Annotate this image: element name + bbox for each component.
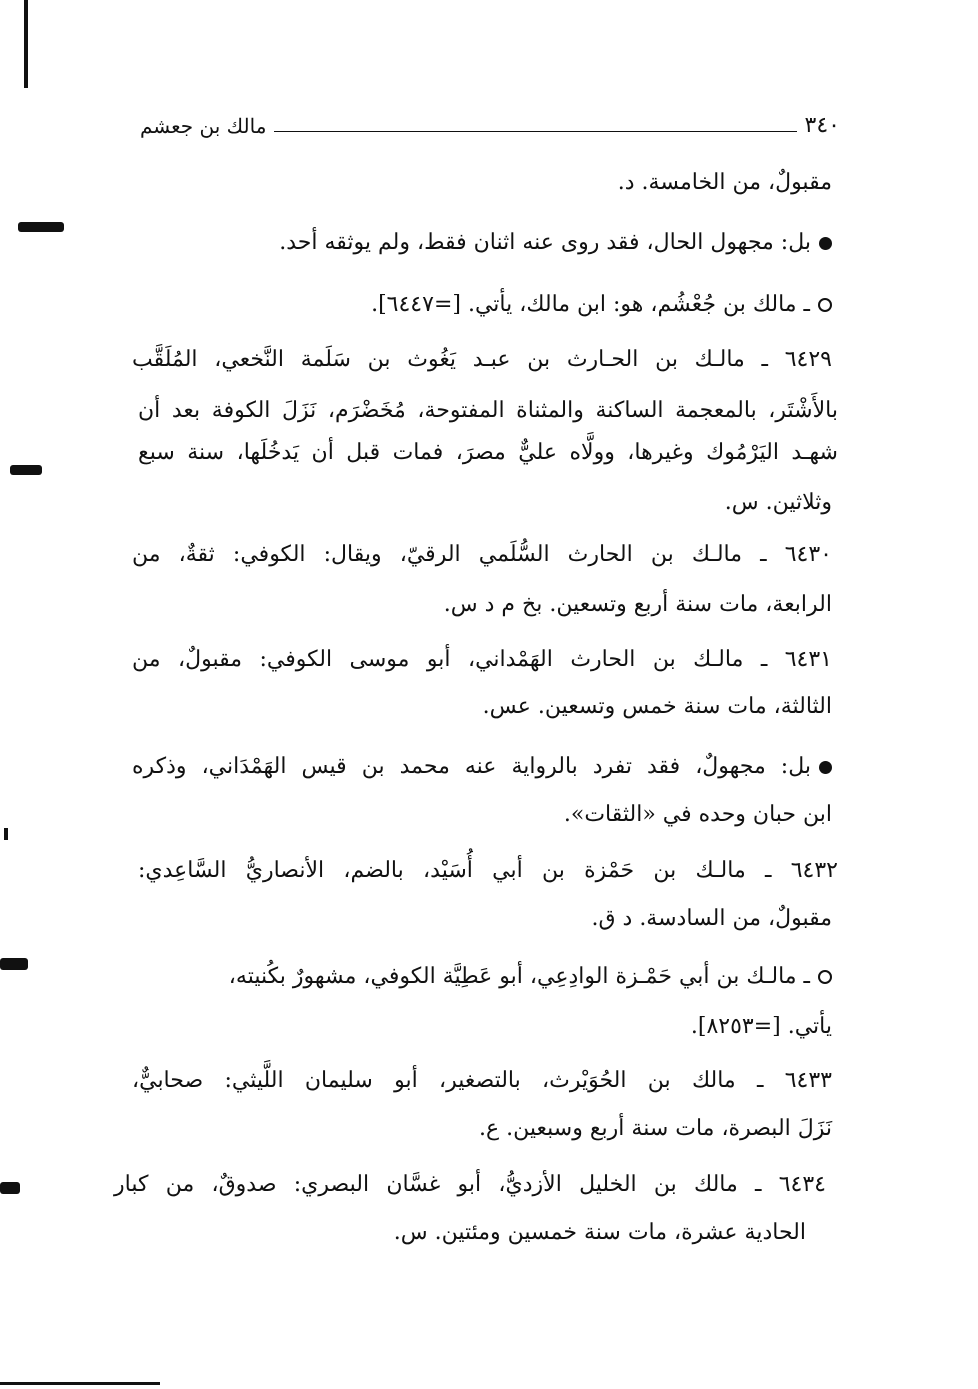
entry-line: نَزَلَ البصرة، مات سنة أربع وسبعين. ع. bbox=[479, 1116, 832, 1141]
entry-line: بالأَشْتَر، بالمعجمة الساكنة والمثناة المفتوحة، مُخَضْرَم، نَزَلَ الكوفة بعد أن bbox=[138, 398, 838, 423]
entry-line: ٦٤٣١ ـ مالـك بن الحارث الهَمْداني، أبو موسى الكوفي: مقبولٌ، من bbox=[132, 647, 832, 672]
comment-line bbox=[132, 752, 832, 784]
entry-line: وثلاثين. س. bbox=[724, 490, 832, 515]
running-header bbox=[140, 108, 840, 138]
scan-bottom-mark bbox=[0, 1382, 160, 1385]
scan-edge-mark bbox=[18, 222, 64, 232]
comment-text: بل: مجهولٌ، فقد تفرد بالرواية عنه محمد بن قيس الهَمْدَاني، وذكره bbox=[132, 754, 811, 779]
comment-line: ابن حبان وحده في «الثقات». bbox=[563, 802, 832, 827]
entry-line: ٦٤٣٣ ـ مالك بن الحُوَيْرث، بالتصغير، أبو سليمان اللَّيثي: صحابيٌّ، bbox=[132, 1068, 832, 1093]
entry-line: مقبولٌ، من السادسة. د ق. bbox=[591, 906, 832, 931]
cross-reference-text: ـ مالك بن جُعْشُم، هو: ابن مالك، يأتي. [=٦٤٤٧]. bbox=[371, 292, 810, 317]
header-rule bbox=[274, 131, 796, 132]
scan-edge-mark bbox=[4, 828, 8, 840]
entry-line: ٦٤٣٢ ـ مالـك بن حَمْزة بن أبي أُسَيْد، بالضم، الأنصاريُّ السَّاعِدي: bbox=[138, 858, 838, 883]
entry-line: الرابعة، مات سنة أربع وتسعين. بخ م د س. bbox=[443, 592, 832, 617]
entry-line: ٦٤٣٠ ـ مالـك بن الحارث السُّلَمي الرقيّ، ويقال: الكوفي: ثقةٌ، من bbox=[132, 542, 832, 567]
entry-line: شهـد اليَرْمُوك وغيرها، وولَّاه عليٌّ مصرَ، فمات قبل أن يَدخُلَها، سنة سبع bbox=[138, 440, 838, 465]
scan-edge-mark bbox=[0, 1182, 20, 1194]
entry-line: الثالثة، مات سنة خمس وتسعين. عس. bbox=[482, 694, 832, 719]
scan-edge-mark bbox=[0, 958, 28, 970]
scan-margin-line bbox=[24, 0, 28, 88]
cross-reference-circle-icon bbox=[818, 298, 832, 312]
cross-reference-text: ـ مالـك بن أبي حَمْـزة الوادِعِي، أبو عَطِيَّة الكوفي، مشهورٌ بكُنيته، bbox=[228, 964, 810, 989]
cross-reference-line bbox=[132, 962, 832, 994]
cross-reference-line: يأتي. [=٨٢٥٣]. bbox=[690, 1014, 832, 1039]
running-title: مالك بن جعشم bbox=[140, 114, 267, 138]
comment-bullet-icon bbox=[819, 237, 832, 250]
entry-line: ٦٤٢٩ ـ مالـك بن الحـارث بن عبـد يَغُوث بن سَلَمة النَّخعي، المُلَقَّب bbox=[132, 347, 832, 372]
comment-bullet-icon bbox=[819, 761, 832, 774]
comment-line bbox=[132, 228, 832, 260]
comment-text: بل: مجهول الحال، فقد روى عنه اثنان فقط، ولم يوثقه أحد. bbox=[279, 230, 811, 255]
entry-line: الحادية عشرة، مات سنة خمسين ومئتين. س. bbox=[393, 1220, 806, 1245]
text-line: مقبولٌ، من الخامسة. د. bbox=[617, 170, 832, 195]
cross-reference-circle-icon bbox=[818, 970, 832, 984]
entry-line: ٦٤٣٤ ـ مالك بن الخليل الأزديُّ، أبو غسَّان البصري: صدوقٌ، من كبار bbox=[114, 1172, 826, 1197]
cross-reference-line bbox=[132, 290, 832, 322]
scan-edge-mark bbox=[10, 465, 42, 475]
page-number: ٣٤٠ bbox=[804, 113, 840, 138]
